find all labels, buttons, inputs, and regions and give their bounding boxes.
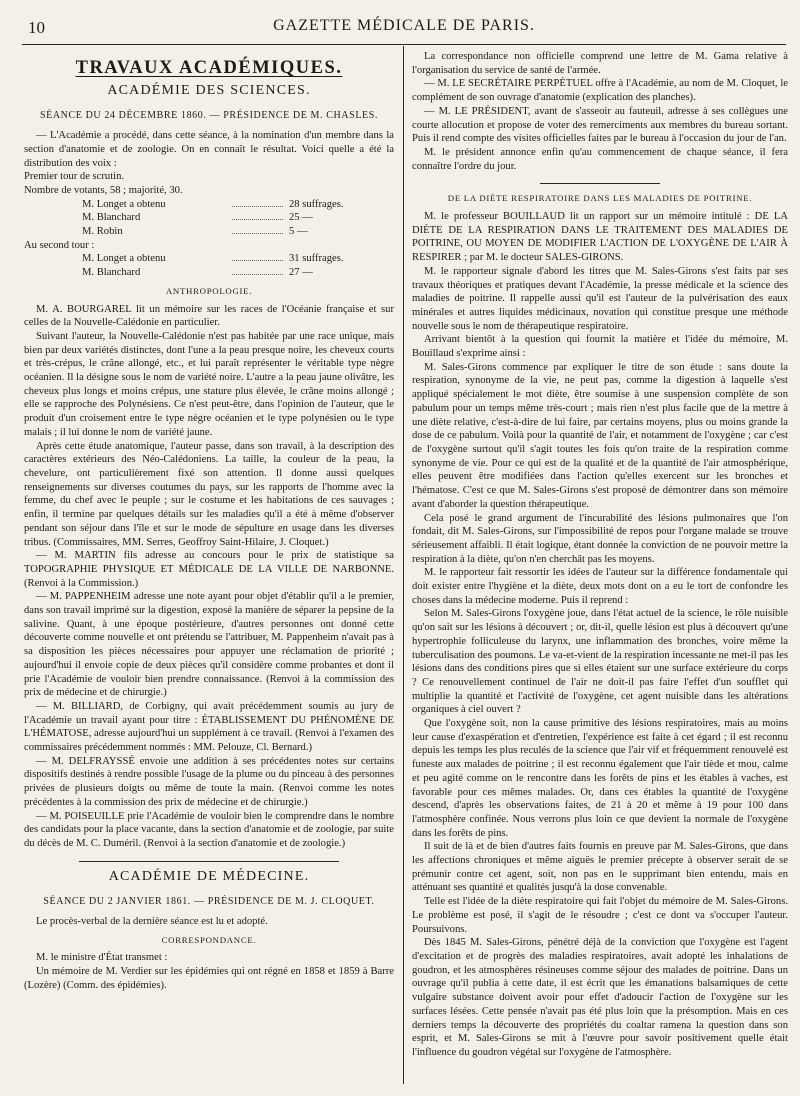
subsection-heading: DE LA DIÈTE RESPIRATOIRE DANS LES MALADIES DE POITRINE. — [447, 193, 753, 204]
paragraph: M. le professeur BOUILLAUD lit un rapport sur un mémoire intitulé : DE LA DIÈTE DE LA RESPIRATION DANS LE TRAITEMENT DES MALADIES DE POITRINE, OU MOYEN DE MODIFIER L'ACTION DE L'OXYGÈNE DE L'AIR À RESPIRER ; par M. le docteur SALES-GIRONS. — [412, 211, 788, 264]
leader-dots — [232, 219, 283, 220]
paragraph: M. le président annonce enfin qu'au commencement de chaque séance, il fera connaître l'ordre du jour. — [412, 146, 788, 172]
candidate-name: M. Robin — [82, 226, 123, 238]
academy-heading: ACADÉMIE DES SCIENCES. — [107, 82, 311, 98]
paragraph: Suivant l'auteur, la Nouvelle-Calédonie n'est pas habitée par une race unique, mais bien par deux variétés distinctes, dont l'une a la peau presque noire, les cheveux courts et très-crépus, le crâne allongé, etc., et lui paraît représenter le véritable type nègre océanien. Il la désigne sous le nom de variété noire. L'autre a la peau jaune olivâtre, les cheveux plus longs et moins crépus, une stature plus élevée, le crâne moins allongé ; elle se rapproche des Polynésiens. Ce n'est peut-être, dans l'opinion de l'auteur, que le produit d'un croisement entre le type nègre océanien et le type polynésien ou le type malais ; il lui donne le nom de variété jaune. — [24, 330, 394, 438]
vote-list-round-2 — [24, 252, 394, 279]
vote-row — [24, 211, 394, 225]
vote-row — [24, 198, 394, 212]
section-rule — [79, 861, 339, 862]
paragraph: — M. LE SECRÉTAIRE PERPÉTUEL offre à l'Académie, au nom de M. Cloquet, le complément de son ouvrage d'anatomie (explication des planches). — [412, 78, 788, 104]
paragraph: M. le rapporteur signale d'abord les titres que M. Sales-Girons s'est faits par ses travaux théoriques et pratiques devant l'Académie, la presse médicale et la science des maladies de poitrine. Il rappelle aussi qu'il est l'auteur de la pulvérisation des eaux minérales et autres liquides médicinaux, novation qui constitue presque une méthode nouvelle sous le nom de thérapeutique respiratoire. — [412, 265, 788, 332]
vote-row — [24, 266, 394, 280]
paragraph: Dès 1845 M. Sales-Girons, pénétré déjà de la conviction que l'oxygène est l'agent d'excitation et de progrès des maladies respiratoires, avait adopté les inhalations de goudron, et les atmosphères résineuses comme séjour des malades de poitrine. Dans un ouvrage qu'il publia à cette date, il est écrit que les émanations balsamiques de cette vulgaire substance doivent avoir pour effet d'adoucir l'action de l'oxygène sur les surfaces lésées. Cette pensée n'avait pas été plus loin que la présomption. Mais en ces derniers temps la découverte des propriétés du coaltar ramena la question dans son esprit, et M. Sales-Girons se mit à l'œuvre pour savoir positivement quelle était l'influence du goudron végétal sur l'oxygène de l'atmosphère. — [412, 937, 788, 1058]
ballot-round-1: Premier tour de scrutin. — [24, 171, 125, 183]
vote-row — [24, 225, 394, 239]
paragraph: — M. DELFRAYSSÉ envoie une addition à ses précédentes notes sur certains dispositifs destinés à rendre possible l'usage de la plume ou du pinceau à des personnes privées de plusieurs doigts ou même de toute la main. (Renvoi comme les notes précédentes à la commission des prix de médecine et de chirurgie.) — [24, 755, 394, 808]
page-number: 10 — [28, 18, 45, 37]
paragraph: Telle est l'idée de la diète respiratoire qui fait l'objet du mémoire de M. Sales-Girons. Le problème est posé, il s'agit de le résoudre ; c'est ce dont va s'occuper l'auteur. Poursuivons. — [412, 896, 788, 935]
right-column — [412, 50, 788, 1086]
left-column — [24, 50, 394, 1084]
session-heading: SÉANCE DU 24 DÉCEMBRE 1860. — PRÉSIDENCE DE M. CHASLES. — [39, 110, 379, 122]
paragraph: — M. MARTIN fils adresse au concours pour le prix de statistique sa TOPOGRAPHIE PHYSIQUE ET MÉDICALE DE LA VILLE DE NARBONNE. (Renvoi à la Commission.) — [24, 550, 394, 589]
paragraph: Cela posé le grand argument de l'incurabilité des lésions pulmonaires que l'on fondait, dit M. Sales-Girons, sur l'impossibilité de repos pour l'organe malade se trouve sérieusement affaibli. Il était logique, étant donnée la conviction de ne pouvoir mettre la respiration à la diète, qu'on n'en cherchât pas les moyens. — [412, 512, 788, 565]
candidate-name: M. Blanchard — [82, 267, 141, 279]
column-divider — [403, 46, 404, 1084]
leader-dots — [232, 260, 283, 261]
paragraph: Que l'oxygène soit, non la cause primitive des lésions respiratoires, mais au moins leur cause d'exaspération et d'entretien, l'expérience est faite à cet égard ; il est reconnu depuis les temps les plus reculés de la science que l'air vif et fréquemment renouvelé est funeste aux malades de poitrine ; il est reconnu également que l'air tiède et mou, calme et peu agité comme on le rencontre dans les forêts de pins et les étables à vaches, est favorable pour ces mêmes malades. Or, dans ces étables la quantité de l'oxygène descend, d'après les observations faites, de 21 à 20 et même à 19 pour 100 dans l'atmosphère confinée. Nous verrons plus loin ce que devient la normale de l'oxygène dans les forêts de pins. — [412, 718, 788, 839]
vote-count: 27 — — [289, 267, 313, 279]
paragraph: — M. LE PRÉSIDENT, avant de s'asseoir au fauteuil, adresse à ses collègues une courte allocution et propose de voter des remerciments aux membres du bureau sortant. Puis il rend compte des visites officielles faites par le bureau à l'occasion du jour de l'an. — [412, 105, 788, 145]
leader-dots — [232, 233, 283, 234]
paragraph: Selon M. Sales-Girons l'oxygène joue, dans l'état actuel de la science, le rôle nuisible qu'on sait sur les lésions à découvert ; or, dit-il, quelle lésion est plus à découvert qu'une hypertrophie folliculeuse du larynx, une inflammation des bronches, voire même la tuberculisation des poumons. Le va-et-vient de la respiration incessante ne met-il pas les lésions dans des conditions pires que si elles étaient sur une surface extérieure du corps ? Ce renouvellement continuel de l'air ne doit-il pas faire l'effet d'un soufflet qui multiplie la quantité et l'activité de l'oxygène, cet agent nuisible dans les altérations organiques à ciel ouvert ? — [412, 608, 788, 716]
paragraph: — M. POISEUILLE prie l'Académie de vouloir bien le comprendre dans le nombre des candidats pour la place vacante, dans la section d'anatomie et de zoologie, par suite du décès de M. C. Duméril. (Renvoi à la section d'anatomie et de zoologie.) — [24, 810, 394, 849]
academy-heading: ACADÉMIE DE MÉDECINE. — [108, 868, 310, 884]
leader-dots — [232, 206, 283, 207]
vote-count: 28 suffrages. — [289, 198, 344, 210]
paragraph-intro: — L'Académie a procédé, dans cette séance, à la nomination d'un membre dans la section d'anatomie et de zoologie. On en connaît le résultat. Voici quelle a été la distribution des voix : — [24, 130, 394, 169]
paragraph: Le procès-verbal de la dernière séance est lu et adopté. — [36, 916, 268, 928]
candidate-name: M. Blanchard — [82, 212, 141, 224]
paragraph: M. A. BOURGAREL lit un mémoire sur les races de l'Océanie française et sur celles de la Nouvelle-Calédonie en particulier. — [24, 303, 394, 329]
vote-row — [24, 252, 394, 266]
running-header — [22, 14, 786, 45]
vote-list-round-1 — [24, 198, 394, 239]
ballot-round-2: Au second tour : — [24, 239, 95, 251]
paragraph: La correspondance non officielle comprend une lettre de M. Gama relative à l'organisation du service de santé de l'armée. — [412, 51, 788, 76]
paragraph: Arrivant bientôt à la question qui fournit la matière et l'idée du mémoire, M. Bouillaud s'exprime ainsi : — [412, 334, 788, 360]
candidate-name: M. Longet a obtenu — [82, 198, 166, 210]
session-heading: SÉANCE DU 2 JANVIER 1861. — PRÉSIDENCE DE M. J. CLOQUET. — [43, 896, 375, 908]
paragraph: M. le rapporteur fait ressortir les idées de l'auteur sur la différence fondamentale qui doit exister entre l'hygiène et la diète, deux mots dont on a eu le tort de confondre les choses dans la médecine moderne. Puis il reprend : — [412, 567, 788, 606]
journal-title: GAZETTE MÉDICALE DE PARIS. — [273, 17, 535, 34]
paragraph: — M. PAPPENHEIM adresse une note ayant pour objet d'établir qu'il a le premier, dans son travail imprimé sur la digestion, exposé la manière de séparer la pepsine de la salivine. Quant, à une époque postérieure, d'autres personnes ont donné cette découverte comme nouvelle et ont prétendu se l'attribuer, M. Pappenheim n'avait pas à sa disposition les pièces nécessaires pour appuyer une réclamation de priorité ; aujourd'hui il envoie copie de deux pièces qu'il considère comme probantes et dont il prie l'Académie de vouloir bien prendre connaissance. (Renvoi à la commission des prix de médecine et de chirurgie.) — [24, 591, 394, 699]
vote-count: 25 — — [289, 212, 313, 224]
vote-count: 31 suffrages. — [289, 253, 344, 265]
paragraph: M. Sales-Girons commence par expliquer le titre de son étude : sans doute la respiration, synonyme de la vie, ne peut pas, comme la digestion à laquelle s'est appliqué spécialement le mot diète, être soumise à une suspension complète de son pabulum pour un temps même très-court ; mais rien n'est plus facile que de la mettre à une diète relative, c'est-à-dire de lui faire, par certains moyens, plus ou moins grande la dose de ce pabulum. Voilà pour la quantité de l'air, et notamment de l'oxygène ; car c'est de l'oxygène surtout qu'il s'agit toutes les fois qu'on traite de la respiration comme synonyme de vie. Pour ce qui est de la qualité et de la quantité de l'air atmosphérique, elles peuvent être modifiées dans l'action qu'elles exercent sur les bronches et l'hématose. C'est ce que M. Sales-Girons s'est proposé de démontrer dans son mémoire avant d'aborder la question thérapeutique. — [412, 361, 788, 510]
paragraph: Il suit de là et de bien d'autres faits fournis en preuve par M. Sales-Girons, que dans les affections chroniques et même aiguës le premier précepte à observer serait de se prémunir contre cet agent, soit, non pas en le supprimant bien entendu, mais en atténuant ses quantité et qualités jusqu'à la dose convenable. — [412, 841, 788, 894]
leader-dots — [232, 274, 283, 275]
candidate-name: M. Longet a obtenu — [82, 253, 166, 265]
paragraph: Après cette étude anatomique, l'auteur passe, dans son travail, à la description des caractères extérieurs des Néo-Calédoniens. La taille, la couleur de la peau, la chevelure, ont particulièrement fixé son attention. Il donne aussi quelques renseignements sur diverses coutumes du pays, sur les rapports de l'homme avec la femme, du chef avec le peuple ; sur le costume et les habitations de ces sauvages ; enfin, il termine par quelques détails sur les maladies qu'il a été à même d'observer pendant son séjour dans l'île et sur le mode de sépulture en usage dans les diverses tribus. (Commissaires, MM. Serres, Geoffroy Saint-Hilaire, J. Cloquet.) — [24, 440, 394, 548]
paragraph: Un mémoire de M. Verdier sur les épidémies qui ont régné en 1858 et 1859 à Barre (Lozère) (Comm. des épidémies). — [24, 966, 394, 991]
voter-count: Nombre de votants, 58 ; majorité, 30. — [24, 184, 183, 196]
paragraph: M. le ministre d'État transmet : — [36, 952, 168, 964]
subsection-heading: CORRESPONDANCE. — [161, 934, 257, 945]
subsection-heading: ANTHROPOLOGIE. — [165, 285, 253, 296]
section-title: TRAVAUX ACADÉMIQUES. — [75, 58, 343, 78]
paragraph: — M. BILLIARD, de Corbigny, qui avait précédemment soumis au jury de l'Académie un travail ayant pour titre : ÉTABLISSEMENT DU PHÉNOMÈNE DE L'HÉMATOSE, adresse aujourd'hui un supplément à ce travail. (Renvoi à l'examen des commissaires précédemment nommés : MM. Pelouze, Cl. Bernard.) — [24, 700, 394, 754]
vote-count: 5 — — [289, 226, 308, 238]
section-rule — [540, 183, 660, 184]
